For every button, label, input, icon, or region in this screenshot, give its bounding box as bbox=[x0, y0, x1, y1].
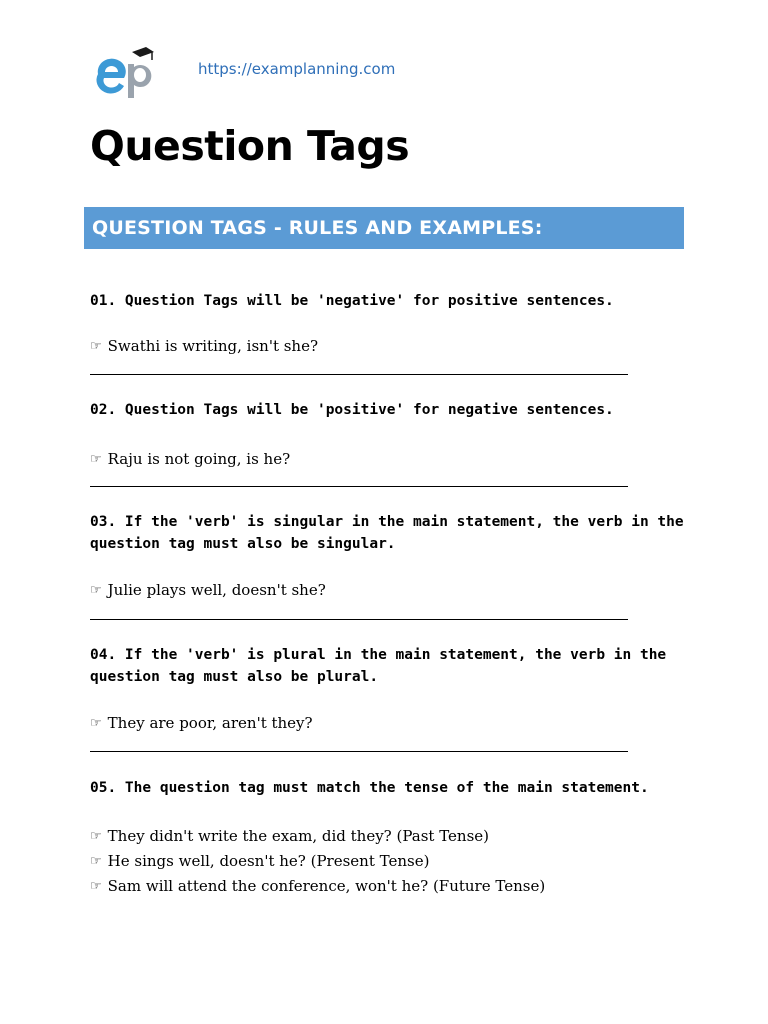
example-item bbox=[90, 334, 690, 359]
pointing-hand-icon: ☞ bbox=[90, 339, 102, 354]
rule-heading: 01. Question Tags will be 'negative' for positive sentences. bbox=[90, 293, 614, 309]
example-text: Sam will attend the conference, won't he? (Future Tense) bbox=[107, 877, 546, 895]
example-item bbox=[90, 447, 690, 472]
rule-03 bbox=[90, 511, 690, 603]
rule-heading: 04. If the 'verb' is plural in the main statement, the verb in the question tag must also be plural. bbox=[90, 647, 667, 685]
pointing-hand-icon: ☞ bbox=[90, 716, 102, 731]
separator-line bbox=[90, 374, 628, 375]
section-banner bbox=[84, 207, 684, 249]
rule-heading: 02. Question Tags will be 'positive' for negative sentences. bbox=[90, 402, 614, 418]
example-text: Raju is not going, is he? bbox=[107, 450, 291, 468]
example-item bbox=[90, 578, 690, 603]
pointing-hand-icon: ☞ bbox=[90, 583, 102, 598]
pointing-hand-icon: ☞ bbox=[90, 854, 102, 869]
example-item bbox=[90, 711, 690, 736]
pointing-hand-icon: ☞ bbox=[90, 452, 102, 467]
pointing-hand-icon: ☞ bbox=[90, 879, 102, 894]
rule-01 bbox=[90, 290, 690, 359]
example-text: They are poor, aren't they? bbox=[107, 714, 313, 732]
example-text: They didn't write the exam, did they? (Past Tense) bbox=[107, 827, 490, 845]
separator-line bbox=[90, 751, 628, 752]
example-item bbox=[90, 874, 690, 899]
page-title: Question Tags bbox=[90, 122, 410, 170]
example-text: He sings well, doesn't he? (Present Tense) bbox=[107, 852, 430, 870]
example-item bbox=[90, 849, 690, 874]
rule-02 bbox=[90, 399, 690, 472]
separator-line bbox=[90, 486, 628, 487]
rule-heading: 03. If the 'verb' is singular in the main statement, the verb in the question tag must also be singular. bbox=[90, 514, 684, 552]
example-text: Swathi is writing, isn't she? bbox=[107, 337, 319, 355]
rule-04 bbox=[90, 644, 690, 736]
example-text: Julie plays well, doesn't she? bbox=[107, 581, 326, 599]
rule-05 bbox=[90, 777, 690, 899]
section-banner-text: QUESTION TAGS - RULES AND EXAMPLES: bbox=[92, 217, 543, 239]
separator-line bbox=[90, 619, 628, 620]
example-item bbox=[90, 824, 690, 849]
rule-heading: 05. The question tag must match the tense of the main statement. bbox=[90, 780, 649, 796]
site-header bbox=[92, 42, 156, 102]
pointing-hand-icon: ☞ bbox=[90, 829, 102, 844]
site-url-link[interactable]: https://examplanning.com bbox=[198, 60, 396, 78]
examplanning-logo-icon[interactable] bbox=[92, 44, 156, 100]
